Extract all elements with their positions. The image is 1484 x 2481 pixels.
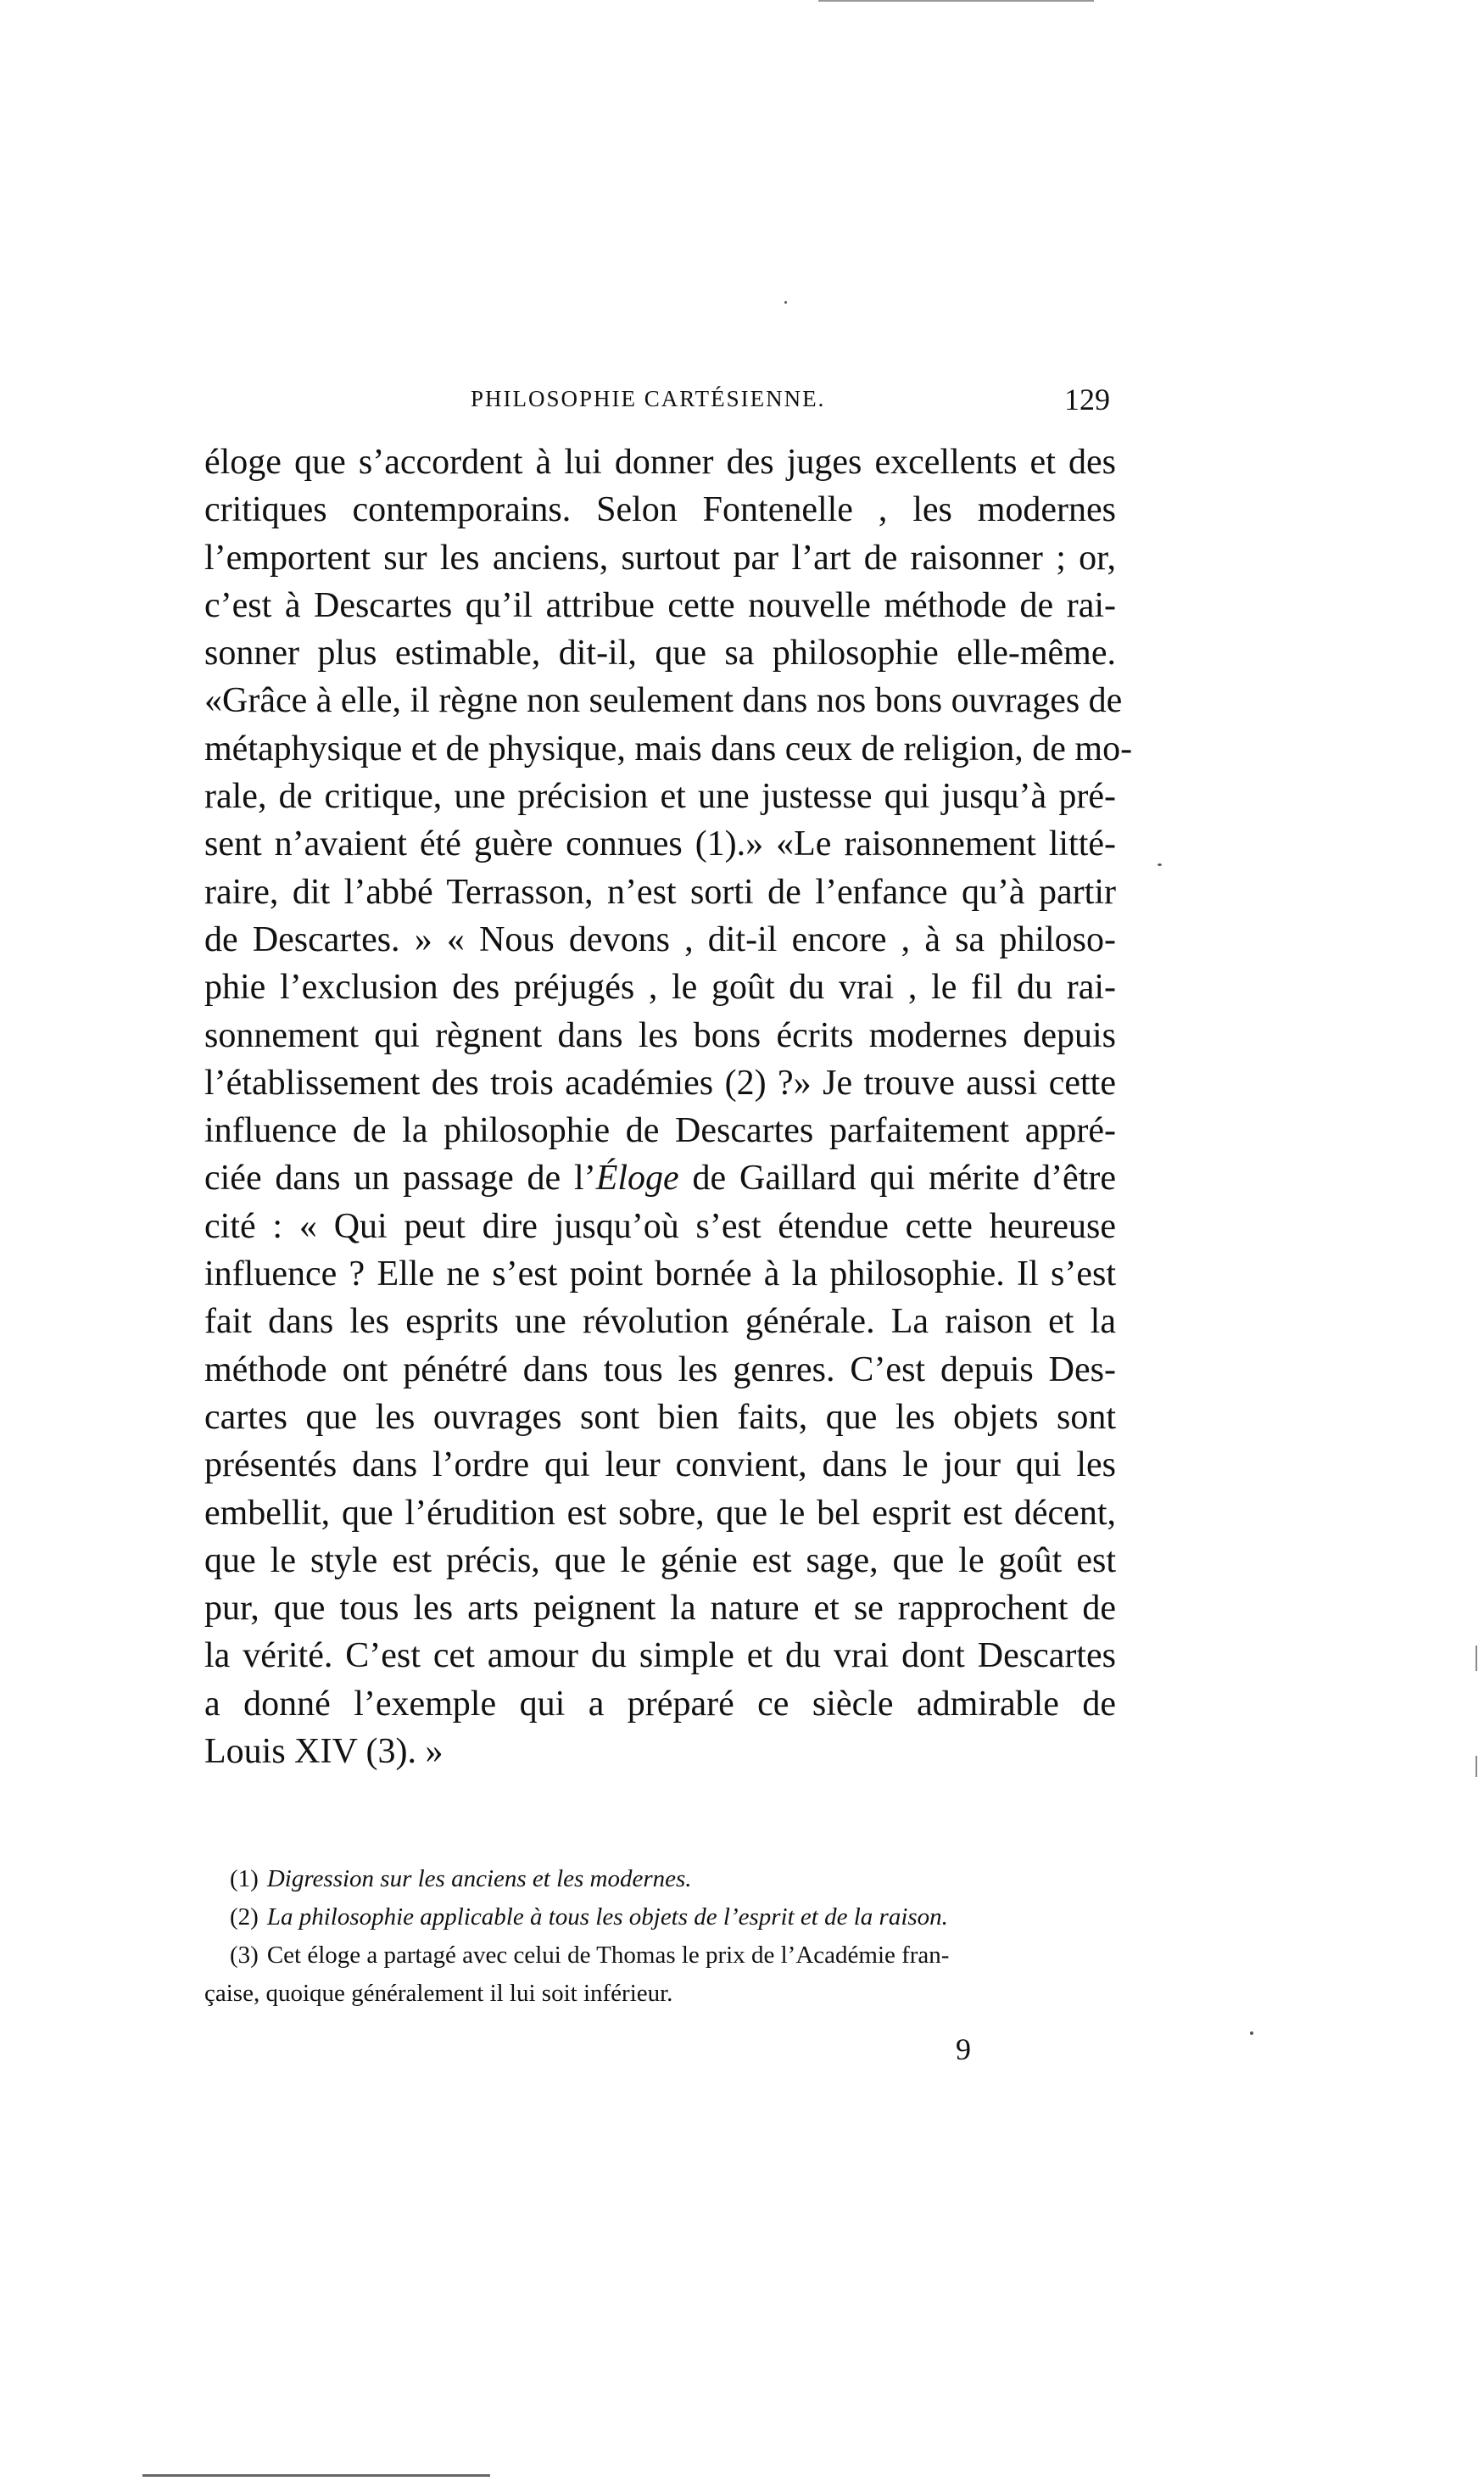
footnote-text: Cet éloge a partagé avec celui de Thomas le prix de l’Académie fran- <box>266 1942 950 1969</box>
text-line: raire, dit l’abbé Terrasson, n’est sorti de l’enfance qu’à partir <box>204 872 1116 912</box>
text-line: cartes que les ouvrages sont bien faits, que les objets sont <box>204 1397 1116 1437</box>
text-line: sonnement qui règnent dans les bons écrits modernes depuis <box>204 1015 1116 1055</box>
text-line: c’est à Descartes qu’il attribue cette nouvelle méthode de rai- <box>204 585 1116 625</box>
ink-speck <box>1476 1756 1477 1777</box>
footnote-number: (2) <box>230 1903 259 1931</box>
footnote-number: (1) <box>230 1865 259 1892</box>
text-line: embellit, que l’érudition est sobre, que le bel esprit est décent, <box>204 1493 1116 1533</box>
text-line: de Descartes. » « Nous devons , dit-il encore , à sa philoso- <box>204 919 1116 959</box>
text-line: sonner plus estimable, dit-il, que sa philosophie elle-même. <box>204 634 1116 673</box>
footnote-3-continued <box>204 1975 1116 2013</box>
text-line: influence ? Elle ne s’est point bornée à la philosophie. Il s’est <box>204 1254 1116 1294</box>
text-line: critiques contemporains. Selon Fontenelle , les modernes <box>204 490 1116 530</box>
body-text <box>204 439 1133 1775</box>
text-line: l’emportent sur les anciens, surtout par l’art de raisonner ; or, <box>204 538 1116 578</box>
signature-mark: 9 <box>956 2032 971 2066</box>
text-line: influence de la philosophie de Descartes parfaitement appré- <box>204 1111 1116 1151</box>
text-line: métaphysique et de physique, mais dans ceux de religion, de mo- <box>204 729 1133 768</box>
footnote-1 <box>204 1860 1116 1898</box>
text-line: a donné l’exemple qui a préparé ce siècle admirable de <box>204 1684 1116 1724</box>
text-line: l’établissement des trois académies (2) ?» Je trouve aussi cette <box>204 1063 1116 1103</box>
text-line: méthode ont pénétré dans tous les genres. C’est depuis Des- <box>204 1349 1116 1389</box>
footnote-text: Digression sur les anciens et les modernes. <box>266 1865 692 1892</box>
text-line: phie l’exclusion des préjugés , le goût du vrai , le fil du rai- <box>204 968 1116 1008</box>
footnote-number: (3) <box>230 1942 259 1969</box>
ink-speck <box>1476 1646 1477 1671</box>
footnote-3 <box>204 1936 1116 1975</box>
page-number: 129 <box>1064 383 1110 416</box>
ink-speck <box>1250 2031 1253 2035</box>
ink-speck <box>1158 863 1162 866</box>
text-line: «Grâce à elle, il règne non seulement dans nos bons ouvrages de <box>204 681 1123 721</box>
text-line-with-title: ciée dans un passage de l’Éloge de Gaillard qui mérite d’être <box>204 1159 1116 1199</box>
text-line: présentés dans l’ordre qui leur convient, dans le jour qui les <box>204 1445 1116 1485</box>
book-title: Éloge <box>595 1159 679 1199</box>
footnote-text: La philosophie applicable à tous les objets de l’esprit et de la raison. <box>266 1903 948 1931</box>
footnote-text: çaise, quoique généralement il lui soit inférieur. <box>204 1980 673 2007</box>
text-line: cité : « Qui peut dire jusqu’où s’est étendue cette heureuse <box>204 1206 1116 1246</box>
text-line: que le style est précis, que le génie est sage, que le goût est <box>204 1540 1116 1580</box>
text-line: éloge que s’accordent à lui donner des juges excellents et des <box>204 443 1116 482</box>
text-line: la vérité. C’est cet amour du simple et du vrai dont Descartes <box>204 1636 1116 1676</box>
text-line: fait dans les esprits une révolution générale. La raison et la <box>204 1302 1116 1342</box>
ink-speck <box>784 301 787 304</box>
scan-edge-mark <box>818 0 1094 2</box>
text-line: rale, de critique, une précision et une justesse qui jusqu’à pré- <box>204 777 1116 817</box>
text-line-final: Louis XIV (3). » <box>204 1732 444 1772</box>
scan-edge-mark <box>142 2474 490 2477</box>
running-title: PHILOSOPHIE CARTÉSIENNE. <box>471 386 826 411</box>
text-line: pur, que tous les arts peignent la nature et se rapprochent de <box>204 1589 1116 1629</box>
text-line: sent n’avaient été guère connues (1).» «Le raisonnement litté- <box>204 824 1116 864</box>
footnote-2 <box>204 1898 1116 1936</box>
footnotes <box>204 1860 1116 2013</box>
